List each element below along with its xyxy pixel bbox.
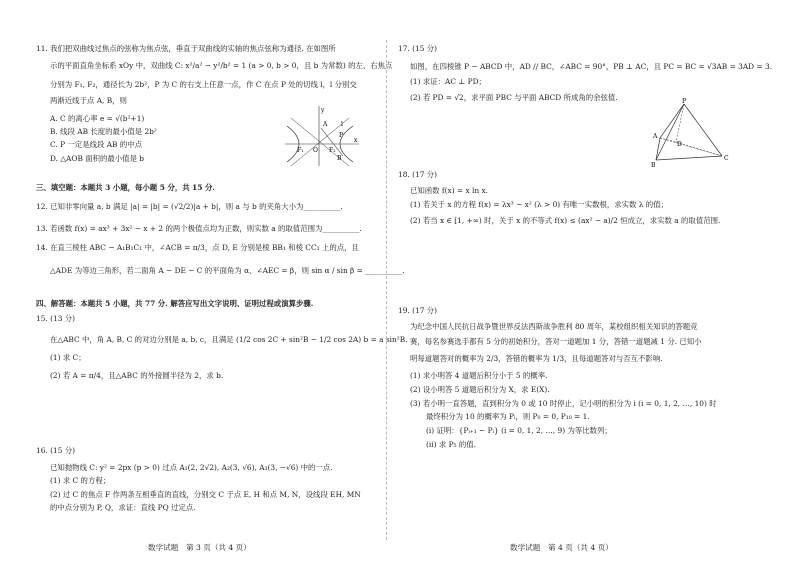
label-a: A: [323, 121, 328, 128]
q16-part-1: (1) 求 C 的方程；: [50, 476, 111, 485]
q11-line-2: 示的平面直角坐标系 xOy 中，双曲线 C: x²/a² − y²/b² = 1 (a > 0, b > 0，且 b 为常数) 的左、右焦点: [50, 61, 393, 70]
q14-line-1: 14. 在直三棱柱 ABC − A₁B₁C₁ 中，∠ACB = π/3，点 D, E 分别是棱 BB₁ 和棱 CC₁ 上的点，且: [36, 243, 359, 252]
q19-part-3-i: (ⅰ) 证明：{Pᵢ₊₁ − Pᵢ} (i = 0, 1, 2, …, 9) 为等比数列；: [426, 426, 612, 435]
q16-part-2a: (2) 过 C 的焦点 F 作两条互相垂直的直线，分别交 C 于点 E, H 和点 M, N，设线段 EH, MN: [50, 490, 361, 499]
q19-part-2: (2) 设小明答 5 道题后积分为 X，求 E(X).: [410, 385, 550, 394]
label-d: D: [677, 141, 682, 148]
q15-part-2: (2) 若 A = π/4，且△ABC 的外接圆半径为 2，求 b.: [50, 371, 224, 380]
q11-option-d: D. △AOB 面积的最小值是 b: [50, 154, 145, 163]
page-4-footer: 数学试题 第 4 页（共 4 页）: [510, 543, 613, 552]
page-3-footer: 数学试题 第 3 页（共 4 页）: [148, 543, 251, 552]
q17-part-2: (2) 若 PD = √2，求平面 PBC 与平面 ABCD 所成角的余弦值.: [410, 93, 618, 102]
q17-stem: 如图，在四棱锥 P − ABCD 中，AD // BC，∠ABC = 90°，PB ⊥ AC，且 PC = BC = √3AB = 3AD = 3.: [410, 62, 773, 71]
q14-line-2: △ADE 为等边三角形，若二面角 A − DE − C 的平面角为 α，∠AEC = β，则 sin α / sin β = __________.: [50, 266, 405, 275]
label-x: x: [354, 137, 358, 144]
q19-stem-3: 明每道题答对的概率为 2/3，答错的概率为 1/3，且每道题答对与否互不影响.: [410, 354, 663, 363]
hyperbola-figure: [283, 104, 361, 168]
q12: 12. 已知非零向量 a, b 满足 |a| = |b| = (√2/2)|a + b|，则 a 与 b 的夹角大小为__________.: [36, 202, 343, 211]
pyramid-figure: [650, 98, 778, 168]
label-p: P: [682, 98, 687, 105]
label-f1: F₁: [297, 147, 304, 154]
q17-part-1: (1) 求证：AC ⊥ PD；: [410, 77, 486, 86]
q11-option-c: C. P 一定是线段 AB 的中点: [50, 140, 143, 149]
section-3-heading: 三、填空题：本题共 3 小题，每小题 5 分，共 15 分.: [36, 183, 216, 192]
label-a: A: [653, 133, 658, 140]
q19-stem-2: 赛，每名参赛选手都有 5 分的初始积分，答对一道题加 1 分，答错一道题减 1 分. 已知小: [410, 337, 702, 346]
q11-option-b: B. 线段 AB 长度的最小值是 2b²: [50, 127, 157, 136]
label-c: C: [724, 155, 729, 162]
q16-heading: 16. (15 分): [36, 446, 76, 455]
q18-heading: 18. (17 分): [398, 170, 438, 179]
label-b: B: [337, 155, 342, 162]
q16-stem: 已知抛物线 C: y² = 2px (p > 0) 过点 A₁(2, 2√2), A₂(3, √6), A₃(3, −√6) 中的一点.: [50, 463, 333, 472]
q15-stem: 在△ABC 中，角 A, B, C 的对边分别是 a, b, c，且满足 (1/2 cos 2C + sin²B − 1/2 cos 2A) b = a sin²B.: [50, 335, 408, 344]
label-o: O: [313, 147, 318, 154]
q18-part-2: (2) 若当 x ∈ [1, +∞) 时，关于 x 的不等式 f(x) ≤ (ax² − a)/2 恒成立，求实数 a 的取值范围.: [410, 216, 721, 225]
label-f2: F₂: [329, 147, 336, 154]
q11-line-3: 分别为 F₁, F₂，通径长为 2b²，P 为 C 的右支上任意一点，作 C 在点 P 处的切线 l，l 分别交: [50, 80, 357, 89]
label-y: y: [321, 107, 325, 114]
page-divider: [386, 40, 387, 540]
q19-heading: 19. (17 分): [398, 306, 438, 315]
q19-part-1: (1) 求小明答 4 道题后积分小于 5 的概率.: [410, 371, 548, 380]
label-p: P: [339, 132, 344, 139]
q18-part-1: (1) 若关于 x 的方程 f(x) = λx³ − x² (λ > 0) 有唯一实数根，求实数 λ 的值；: [410, 200, 668, 209]
q13: 13. 若函数 f(x) = ax³ + 3x² − x + 2 的两个极值点均为正数，则实数 a 的取值范围为__________.: [36, 224, 362, 233]
q11-line-1: 11. 我们把双曲线过焦点的弦称为焦点弦，垂直于双曲线的实轴的焦点弦称为通径. 在如图所: [36, 44, 336, 53]
q17-heading: 17. (15 分): [398, 44, 438, 53]
q15-part-1: (1) 求 C；: [50, 353, 86, 362]
page-4: [394, 0, 800, 579]
q15-heading: 15. (13 分): [36, 314, 76, 323]
q19-part-3b: 最终积分为 10 的概率为 Pᵢ，则 P₀ = 0, P₁₀ = 1.: [426, 412, 590, 421]
q11-line-4: 两渐近线于点 A, B，则: [50, 96, 127, 105]
q16-part-2b: 的中点分别为 P, Q，求证：直线 PQ 过定点.: [50, 503, 196, 512]
q11-option-a: A. C 的离心率 e = √(b²+1): [50, 114, 145, 123]
q19-part-3-ii: (ⅱ) 求 P₅ 的值.: [426, 440, 476, 449]
q19-part-3a: (3) 若小明一直答题，直到积分为 0 或 10 时停止，记小明的积分为 i (i = 0, 1, 2, …, 10) 时: [410, 399, 717, 408]
label-l: l: [341, 121, 343, 128]
section-4-heading: 四、解答题：本题共 5 小题，共 77 分. 解答应写出文字说明、证明过程或演算步骤.: [36, 299, 314, 308]
q18-stem: 已知函数 f(x) = x ln x.: [410, 186, 488, 195]
label-b: B: [651, 162, 656, 168]
q19-stem-1: 为纪念中国人民抗日战争暨世界反法西斯战争胜利 80 周年，某校组织相关知识的答题竞: [410, 322, 698, 331]
